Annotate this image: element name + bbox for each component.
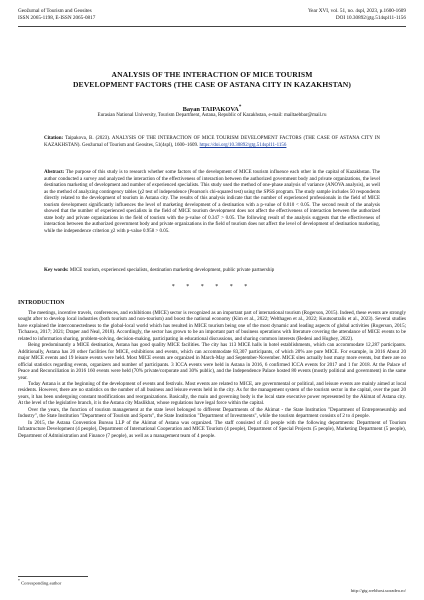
paragraph-1: The meetings, incentive travels, conferences, and exhibitions (MICE) sector is recognized as an important part of international tourism (Rogerson, 2015). Indeed, these events are strongly sought after to develop local industries (both tourism and non-tourism) and boost the national economy (Kim et al., 2022; Welthagen et al., 2022; Koutsoutralis et al., 2023). Several studies have explained the interconnectedness to the global-local world which has resulted in MICE tourism being one of the most dynamic and leading aspects of global activities (Rogerson, 2015; Tichaawa, 2017; 2021; Draper and Neal, 2018). Accordingly, the sector has grown to be an important part of business operations with literature covering the attendance of MICE events to be related to information sharing, problem-solving, decision-making, participating in educational discussions, and sharing common interests (Bedeni and Hughey, 2022). — [18, 310, 406, 342]
keywords-label: Key words: — [44, 268, 69, 273]
author-name — [0, 104, 424, 113]
footnote-mark: * — [18, 579, 20, 583]
journal-url[interactable]: http://gtg.webhost.uoradea.ro/ — [350, 588, 406, 593]
header-divider — [18, 26, 406, 27]
paragraph-3: Today Astana is at the beginning of the development of events and festivals. Most events are related to MICE, are governmental or political, and leisure events are mainly aimed at local residents. However, there are no statistics on the number of all business and leisure events held in the city. As for the management system of the tourism sector in the capital, over the past 20 years, it has been undergoing constant modifications and reorganizations. Basically, the main and governing body is the local state executive power represented by the Akimat of Astana city. At the level of the legislative branch, it is the Astana city Maslikhat, whose regulations have legal force within the capital. — [18, 380, 406, 407]
paper-title-line2: DEVELOPMENT FACTORS (THE CASE OF ASTANA CITY IN KAZAKHSTAN) — [72, 80, 352, 89]
abstract-label: Abstract: — [44, 170, 65, 175]
footnote-divider — [18, 576, 88, 577]
paragraph-4: Over the years, the function of tourism management at the state level belonged to different Departments of the Akimat - the State Institution "Department of Entrepreneurship and Industry", the State Institution "Department of Tourism and Sports", the State Institution "Department of Investments", while the tourism department consists of 2 to 4 people. — [18, 406, 406, 420]
author-name-text: Bayan TAIPAKOVA — [182, 106, 239, 114]
paragraph-5: In 2015, the Astana Convention Bureau LLP of the Akimat of Astana was organized. The staff consisted of 43 people with the following departments: Department of Tourism Infrastructure Development (4 people), Department of International Cooperation and MICE Tourism (4 people), Department of Special Projects (5 people), Marketing Department (5 people), Department of Administration and Finance (7 people), as well as a management team of 4 people. — [18, 419, 406, 439]
journal-volume: Year XVI, vol. 51, no. 4spl, 2023, p.1600-1609 — [307, 8, 406, 14]
citation-label: Citation: — [44, 136, 64, 141]
journal-header-left — [18, 8, 95, 22]
abstract-text: The purpose of this study is to research whether some factors of the development of MICE tourism influence each other in the capital of Kazakhstan. The author conducted a survey and analyzed the interaction of the effectiveness of interaction between the authorized government body and private organizations, the level destination marketing of development and number of experienced specialists. This study used the method of one-phase analysis of variance (ANOVA analysis), as well as the method of analyzing contingency tables (χ2 test of independence (Pearson's chi-squared test) using the SPSS program. The study sample includes 50 respondents directly related to the development of tourism in Astana city. The results of this analysis indicate that the number of experienced professionals in the field of MICE tourism development significantly influences the level of marketing development of a destination with a p-value of 0.010 < 0.05. The second result of the analysis showed that the number of experienced specialists in the field of MICE tourism development does not affect the effectiveness of interaction between the authorized state body and private organizations in the field of tourism with the p-value of 0.347 > 0.05. The following result of the analysis suggests that the effectiveness of interaction between the authorized government body and private organizations in the field of tourism does not affect the level of development of destination marketing, while the independence criterion χ2 with p-value 0.958 > 0.05. — [44, 170, 380, 234]
author-affiliation: Eurasian National University, Tourism Department, Astana, Republic of Kazakhstan, e-mail: mailtaebbar@mail.ru — [97, 113, 327, 118]
footnote — [18, 579, 61, 586]
section-title: INTRODUCTION — [18, 300, 65, 306]
paragraph-2: Being predominantly a MICE destination, Astana has good quality MICE facilities. The city has 113 MICE halls in hotel establishments, which can accommodate 12,287 participants. Additionally, Astana has 20 other facilities for MICE, exhibitions and events, which can accommodate 83,307 participants, of which 20% are pure MICE. For example, in 2016 About 20 major MICE events and 19 leisure events were held. Most MICE events are organized in March-May and September-November. MICE sites actually host many more events, but there are no official statistics regarding events, organizers and number of participants. 3 ICCA events were held in Astana in 2016, 6 confirmed ICCA events for 2017 and 1 for 2018. At the Palace of Peace and Reconciliation in 2016 160 events were held (70% private/corporate and 30% public), and the Independence Palace hosted 80 events (mostly political and government) in the same year. — [18, 342, 406, 381]
section-separator: * * * * * * — [171, 284, 253, 290]
abstract-block — [44, 170, 380, 235]
journal-issn: ISSN 2065-1198, E-ISSN 2065-0817 — [18, 15, 96, 21]
body-text — [18, 310, 406, 439]
citation-text: Taipakova, B. (2023). ANALYSIS OF THE INTERACTION OF MICE TOURISM DEVELOPMENT FACTORS (THE CASE OF ASTANA CITY IN KAZAKHSTAN). Geožurnal of Tourism and Geosites, 51(4spl), 1600–1609. — [44, 136, 380, 148]
keywords-text: MICE tourism, experienced specialists, destination marketing development, public private partnership — [69, 268, 275, 273]
citation-block — [44, 136, 380, 149]
doi-link[interactable]: https://doi.org/10.30892/gtg.514spl11-1156 — [199, 142, 287, 148]
keywords-block — [44, 268, 380, 275]
paper-title — [40, 70, 384, 90]
journal-header-right — [308, 8, 406, 22]
footnote-text: Corresponding author — [21, 580, 62, 586]
paper-title-line1: ANALYSIS OF THE INTERACTION OF MICE TOURISM — [111, 70, 313, 79]
journal-doi: DOI 10.30892/gtg.514spl11-1156 — [335, 15, 406, 21]
author-mark: * — [238, 104, 242, 110]
journal-name: Geožurnal of Tourism and Geosites — [18, 8, 92, 14]
